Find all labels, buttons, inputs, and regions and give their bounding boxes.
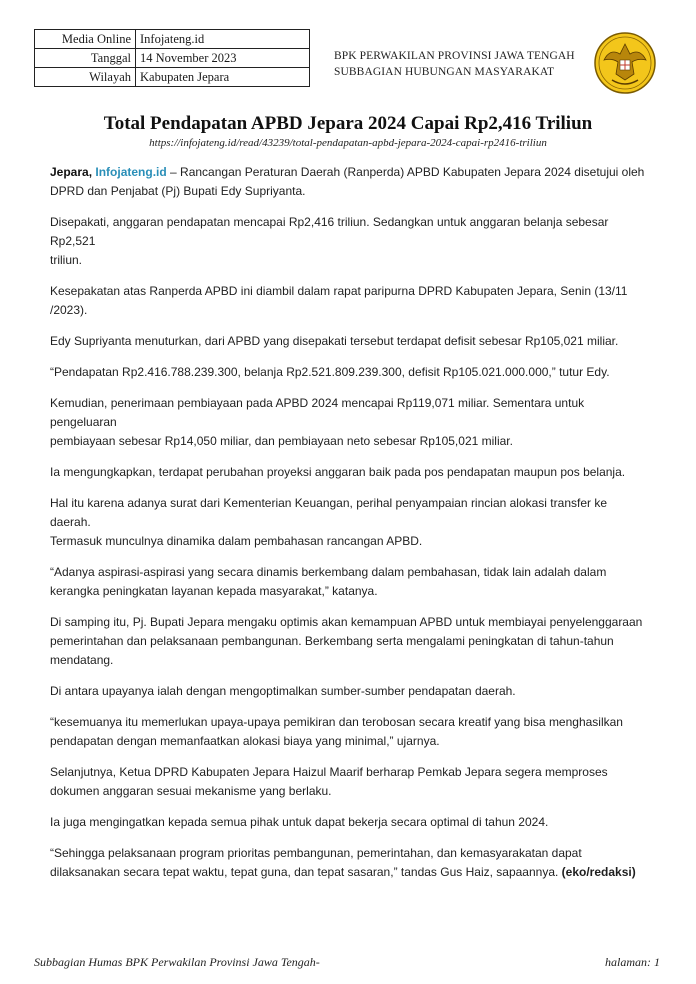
lead-paragraph	[50, 163, 650, 201]
article-paragraph: Di antara upayanya ialah dengan mengoptimalkan sumber-sumber pendapatan daerah.	[50, 684, 516, 698]
article-url[interactable]: https://infojateng.id/read/43239/total-pendapatan-apbd-jepara-2024-capai-rp2416-triliun	[149, 137, 547, 149]
article-paragraph: Selanjutnya, Ketua DPRD Kabupaten Jepara Haizul Maarif berharap Pemkab Jepara segera memproses dokumen anggaran sesuai mekanisme yang berlaku.	[50, 765, 608, 798]
lead-text: – Rancangan Peraturan Daerah (Ranperda) APBD Kabupaten Jepara 2024 disetujui oleh DPRD dan Penjabat (Pj) Bupati Edy Supriyanta.	[50, 165, 645, 198]
media-info-label: Tanggal	[35, 49, 136, 68]
media-info-label: Media Online	[35, 30, 136, 49]
closing-paragraph	[50, 844, 650, 882]
article-paragraph: Ia juga mengingatkan kepada semua pihak untuk dapat bekerja secara optimal di tahun 2024.	[50, 815, 549, 829]
article-paragraph: “kesemuanya itu memerlukan upaya-upaya pemikiran dan terobosan secara kreatif yang bisa menghasilkan pendapatan dengan memanfaatkan alokasi biaya yang minimal,” ujarnya.	[50, 715, 623, 748]
article-paragraph: Kesepakatan atas Ranperda APBD ini diambil dalam rapat paripurna DPRD Kabupaten Jepara, Senin (13/11 /2023).	[50, 284, 628, 317]
footer-source: Subbagian Humas BPK Perwakilan Provinsi Jawa Tengah-	[34, 955, 320, 969]
closing-text: “Sehingga pelaksanaan program prioritas pembangunan, pemerintahan, dan kemasyarakatan dapat dilaksanakan secara tepat waktu, tepat guna, dan tepat sasaran,” tandas Gus Haiz, sapaannya.	[50, 846, 582, 879]
media-info-rows	[35, 30, 310, 87]
article-paragraph: Di samping itu, Pj. Bupati Jepara mengaku optimis akan kemampuan APBD untuk membiayai penyelenggaraan pemerintahan dan pelaksanaan pembangunan. Berkembang serta mengalami peningkatan di tahun-tahun mendatang.	[50, 615, 643, 667]
article-paragraph: Hal itu karena adanya surat dari Kementerian Keuangan, perihal penyampaian rincian alokasi transfer ke daerah. Termasuk munculnya dinamika dalam pembahasan rancangan APBD.	[50, 496, 607, 548]
article-paragraph: “Pendapatan Rp2.416.788.239.300, belanja Rp2.521.809.239.300, defisit Rp105.021.000.000,” tutur Edy.	[50, 365, 610, 379]
media-info-table	[34, 29, 310, 87]
media-info-row	[35, 68, 310, 87]
lead-place: Jepara,	[50, 165, 93, 179]
article-body	[50, 163, 650, 894]
org-name: BPK PERWAKILAN PROVINSI JAWA TENGAH	[334, 50, 575, 62]
organization-header	[334, 48, 575, 80]
article-paragraphs	[50, 213, 650, 832]
media-info-label: Wilayah	[35, 68, 136, 87]
media-info-value: Kabupaten Jepara	[136, 68, 310, 87]
author-credit: (eko/redaksi)	[561, 865, 636, 879]
media-info-value: Infojateng.id	[136, 30, 310, 49]
source-site-link[interactable]: Infojateng.id	[95, 165, 167, 179]
page-number: halaman: 1	[605, 955, 660, 969]
garuda-emblem-icon	[592, 30, 658, 96]
article-paragraph: Kemudian, penerimaan pembiayaan pada APBD 2024 mencapai Rp119,071 miliar. Sementara untuk pengeluaran pembiayaan sebesar Rp14,050 miliar, dan pembiayaan neto sebesar Rp105,021 miliar.	[50, 396, 585, 448]
media-info-value: 14 November 2023	[136, 49, 310, 68]
article-title: Total Pendapatan APBD Jepara 2024 Capai Rp2,416 Triliun	[103, 113, 593, 134]
org-subdivision: SUBBAGIAN HUBUNGAN MASYARAKAT	[334, 66, 555, 78]
article-paragraph: Ia mengungkapkan, terdapat perubahan proyeksi anggaran baik pada pos pendapatan maupun pos belanja.	[50, 465, 626, 479]
article-paragraph: “Adanya aspirasi-aspirasi yang secara dinamis berkembang dalam pembahasan, tidak lain adalah dalam kerangka peningkatan layanan kepada masyarakat,” katanya.	[50, 565, 607, 598]
article-paragraph: Edy Supriyanta menuturkan, dari APBD yang disepakati tersebut terdapat defisit sebesar Rp105,021 miliar.	[50, 334, 619, 348]
article-paragraph: Disepakati, anggaran pendapatan mencapai Rp2,416 triliun. Sedangkan untuk anggaran belanja sebesar Rp2,521 triliun.	[50, 215, 609, 267]
media-info-row	[35, 30, 310, 49]
media-info-row	[35, 49, 310, 68]
